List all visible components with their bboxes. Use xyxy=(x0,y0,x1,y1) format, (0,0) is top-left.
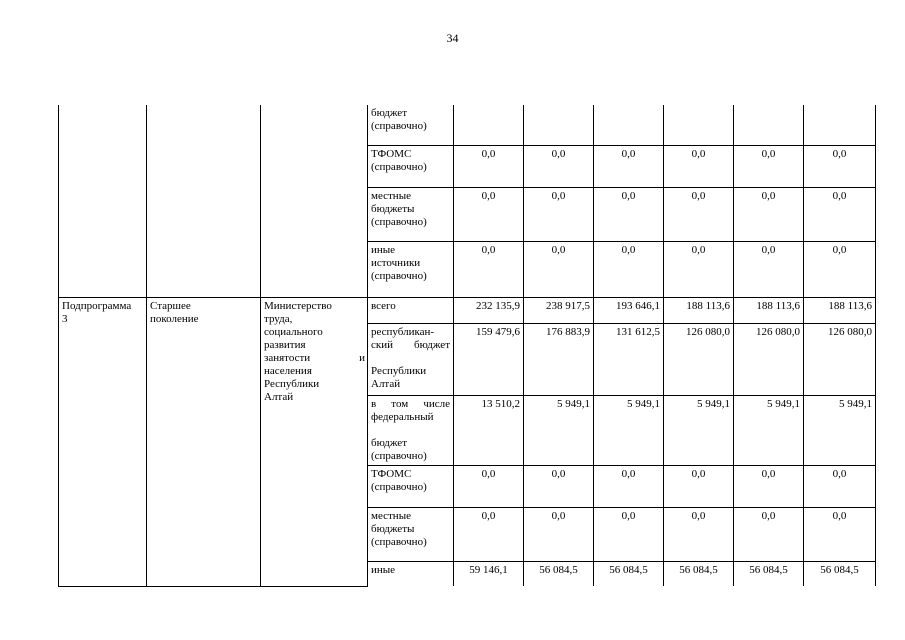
value-cell: 188 113,6 xyxy=(664,297,734,323)
value-cell: 0,0 xyxy=(594,507,664,561)
value-cell: 238 917,5 xyxy=(524,297,594,323)
value-cell: 188 113,6 xyxy=(734,297,804,323)
source-cell: ТФОМС (справочно) xyxy=(368,145,454,187)
source-cell: республикан- ский бюджет Республики Алтай xyxy=(368,323,454,395)
value-cell xyxy=(664,105,734,145)
value-cell: 56 084,5 xyxy=(664,561,734,586)
value-cell: 0,0 xyxy=(594,187,664,241)
value-cell: 0,0 xyxy=(524,145,594,187)
value-cell: 0,0 xyxy=(524,507,594,561)
value-cell: 0,0 xyxy=(454,507,524,561)
value-cell: 0,0 xyxy=(454,187,524,241)
prev-name-cell xyxy=(147,105,261,297)
value-cell: 126 080,0 xyxy=(734,323,804,395)
value-cell: 0,0 xyxy=(664,465,734,507)
value-cell xyxy=(594,105,664,145)
value-cell: 0,0 xyxy=(664,187,734,241)
value-cell: 5 949,1 xyxy=(664,395,734,465)
subprogram-executor: Министерство труда, социального развития занятости населения Республики Алтай и xyxy=(261,297,368,586)
value-cell: 0,0 xyxy=(594,241,664,297)
value-cell: 0,0 xyxy=(664,507,734,561)
prev-label-cell xyxy=(59,105,147,297)
value-cell: 0,0 xyxy=(734,187,804,241)
value-cell: 176 883,9 xyxy=(524,323,594,395)
value-cell xyxy=(734,105,804,145)
value-cell: 0,0 xyxy=(734,241,804,297)
value-cell: 0,0 xyxy=(804,465,876,507)
value-cell: 0,0 xyxy=(664,145,734,187)
value-cell xyxy=(524,105,594,145)
value-cell: 56 084,5 xyxy=(524,561,594,586)
table-row xyxy=(59,105,876,145)
value-cell: 0,0 xyxy=(454,465,524,507)
value-cell xyxy=(454,105,524,145)
value-cell: 159 479,6 xyxy=(454,323,524,395)
table-row xyxy=(59,297,876,323)
value-cell: 0,0 xyxy=(734,145,804,187)
value-cell: 5 949,1 xyxy=(734,395,804,465)
value-cell: 126 080,0 xyxy=(664,323,734,395)
value-cell: 0,0 xyxy=(524,465,594,507)
value-cell: 126 080,0 xyxy=(804,323,876,395)
source-cell: иные xyxy=(368,561,454,586)
value-cell: 59 146,1 xyxy=(454,561,524,586)
value-cell: 0,0 xyxy=(454,241,524,297)
source-cell: ТФОМС (справочно) xyxy=(368,465,454,507)
prev-executor-cell xyxy=(261,105,368,297)
value-cell: 5 949,1 xyxy=(594,395,664,465)
value-cell: 0,0 xyxy=(594,145,664,187)
value-cell: 0,0 xyxy=(804,187,876,241)
subprogram-name: Старшее поколение xyxy=(147,297,261,586)
value-cell: 232 135,9 xyxy=(454,297,524,323)
value-cell: 0,0 xyxy=(804,241,876,297)
value-cell: 0,0 xyxy=(454,145,524,187)
value-cell: 5 949,1 xyxy=(804,395,876,465)
value-cell: 56 084,5 xyxy=(594,561,664,586)
page-number: 34 xyxy=(446,31,459,45)
value-cell: 13 510,2 xyxy=(454,395,524,465)
value-cell: 0,0 xyxy=(804,507,876,561)
source-cell: иные источники (справочно) xyxy=(368,241,454,297)
source-cell: всего xyxy=(368,297,454,323)
value-cell: 5 949,1 xyxy=(524,395,594,465)
value-cell: 0,0 xyxy=(524,241,594,297)
value-cell: 188 113,6 xyxy=(804,297,876,323)
executor-conjunction: и xyxy=(359,351,365,364)
value-cell: 0,0 xyxy=(664,241,734,297)
value-cell xyxy=(804,105,876,145)
value-cell: 131 612,5 xyxy=(594,323,664,395)
value-cell: 0,0 xyxy=(594,465,664,507)
source-cell: бюджет (справочно) xyxy=(368,105,454,145)
source-cell: местные бюджеты (справочно) xyxy=(368,187,454,241)
value-cell: 56 084,5 xyxy=(804,561,876,586)
subprogram-label: Подпрограмма 3 xyxy=(59,297,147,586)
value-cell: 0,0 xyxy=(734,465,804,507)
budget-table xyxy=(58,105,876,587)
source-cell: в том числе федеральный бюджет (справочно) xyxy=(368,395,454,465)
value-cell: 56 084,5 xyxy=(734,561,804,586)
value-cell: 193 646,1 xyxy=(594,297,664,323)
source-cell: местные бюджеты (справочно) xyxy=(368,507,454,561)
value-cell: 0,0 xyxy=(524,187,594,241)
value-cell: 0,0 xyxy=(734,507,804,561)
value-cell: 0,0 xyxy=(804,145,876,187)
